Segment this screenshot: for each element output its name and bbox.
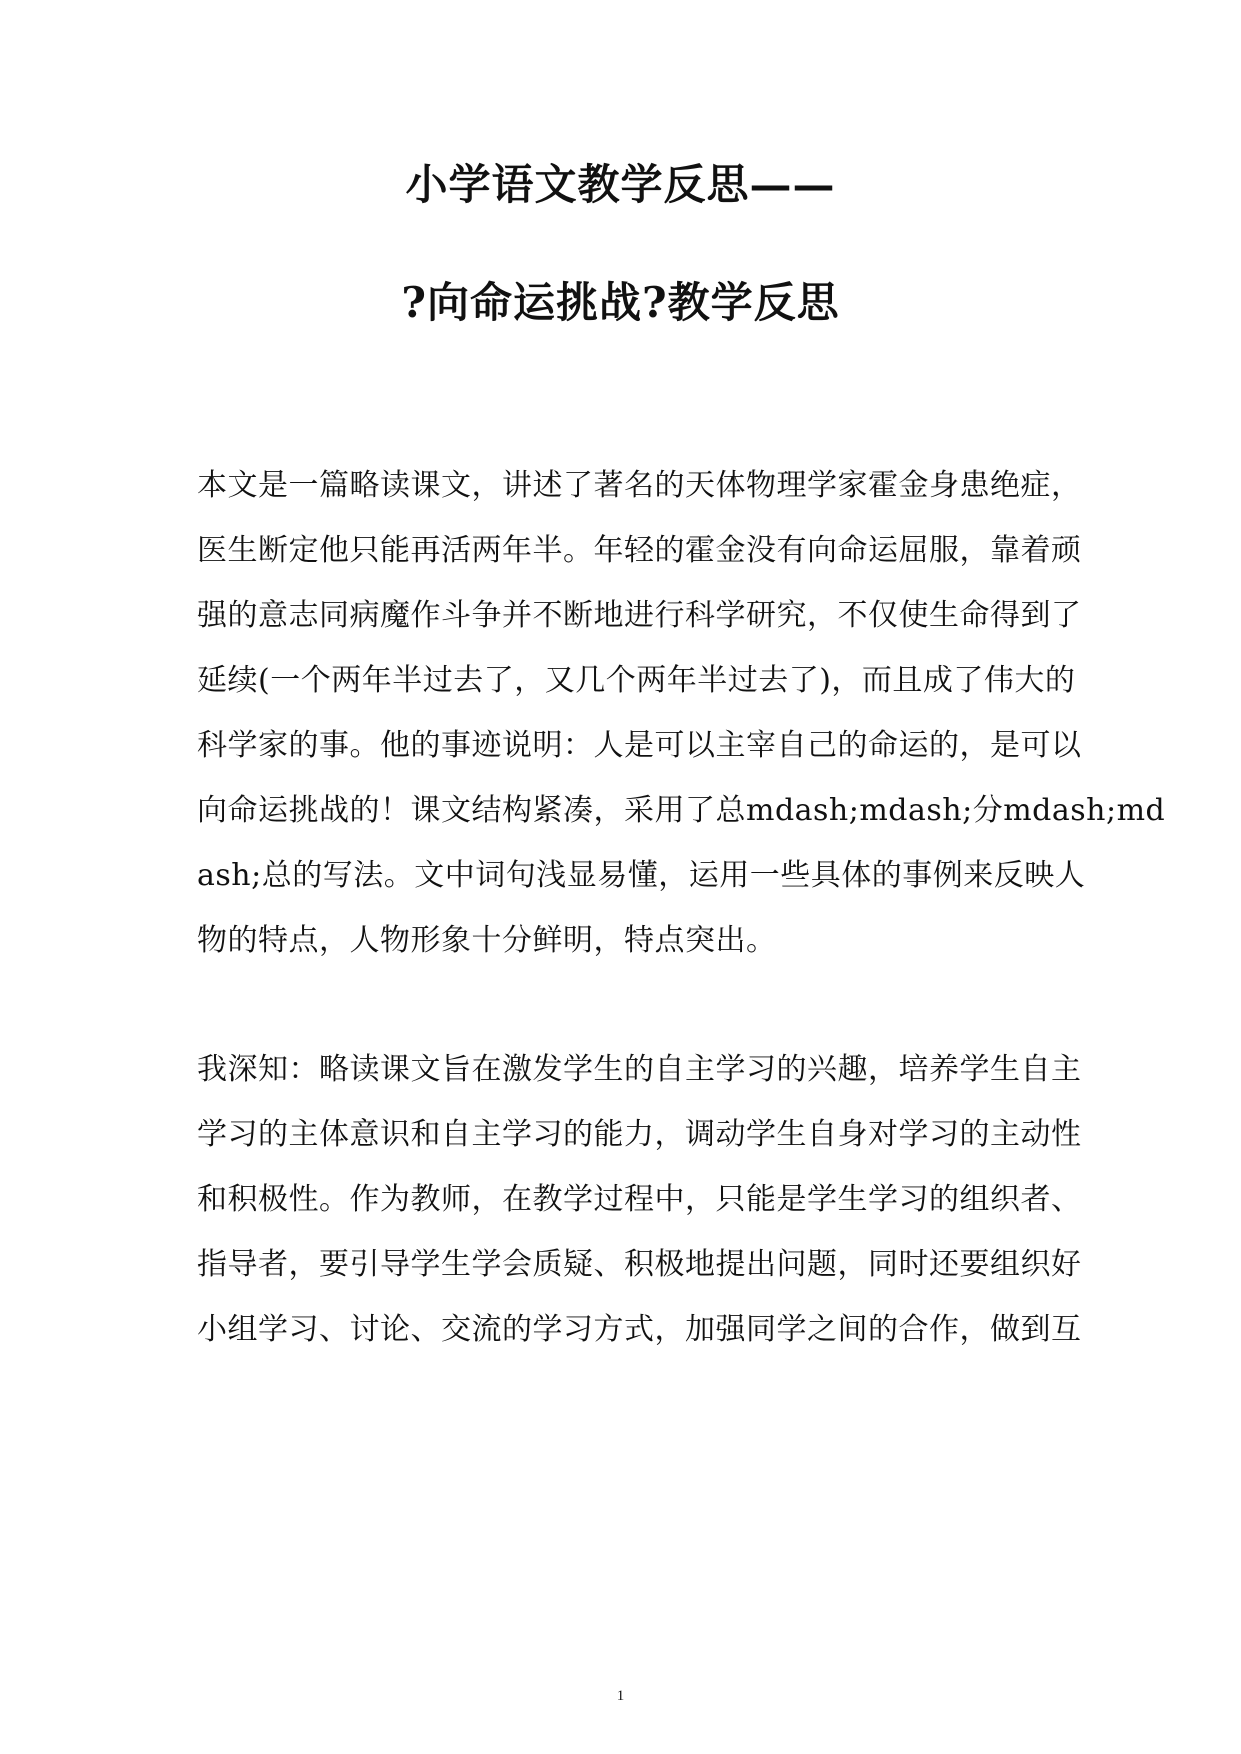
- paragraph-line: 学习的主体意识和自主学习的能力，调动学生自身对学习的主动性: [197, 1117, 1082, 1152]
- paragraph-line: 强的意志同病魔作斗争并不断地进行科学研究，不仅使生命得到了: [197, 598, 1082, 633]
- paragraph-line: 延续(一个两年半过去了，又几个两年半过去了)，而且成了伟大的: [197, 663, 1076, 698]
- paragraph-line: 物的特点，人物形象十分鲜明，特点突出。: [197, 923, 777, 958]
- paragraph-line: 本文是一篇略读课文，讲述了著名的天体物理学家霍金身患绝症，: [197, 468, 1082, 503]
- paragraph-line: 指导者，要引导学生学会质疑、积极地提出问题，同时还要组织好: [197, 1247, 1082, 1282]
- paragraph-line: 医生断定他只能再活两年半。年轻的霍金没有向命运屈服，靠着顽: [197, 533, 1082, 568]
- paragraph-line: 小组学习、讨论、交流的学习方式，加强同学之间的合作，做到互: [197, 1312, 1082, 1347]
- paragraph-line: 和积极性。作为教师，在教学过程中，只能是学生学习的组织者、: [197, 1182, 1082, 1217]
- paragraph-line: ash;总的写法。文中词句浅显易懂，运用一些具体的事例来反映人: [197, 858, 1086, 893]
- paragraph-line: 科学家的事。他的事迹说明：人是可以主宰自己的命运的，是可以: [197, 728, 1082, 763]
- document-title-line-2: ?向命运挑战?教学反思: [401, 278, 840, 327]
- paragraph-line: 向命运挑战的！课文结构紧凑，采用了总mdash;mdash;分mdash;md: [197, 793, 1166, 828]
- page-number: 1: [616, 1688, 625, 1704]
- document-title-line-1: 小学语文教学反思——: [405, 160, 836, 209]
- paragraph-line: 我深知：略读课文旨在激发学生的自主学习的兴趣，培养学生自主: [197, 1052, 1082, 1087]
